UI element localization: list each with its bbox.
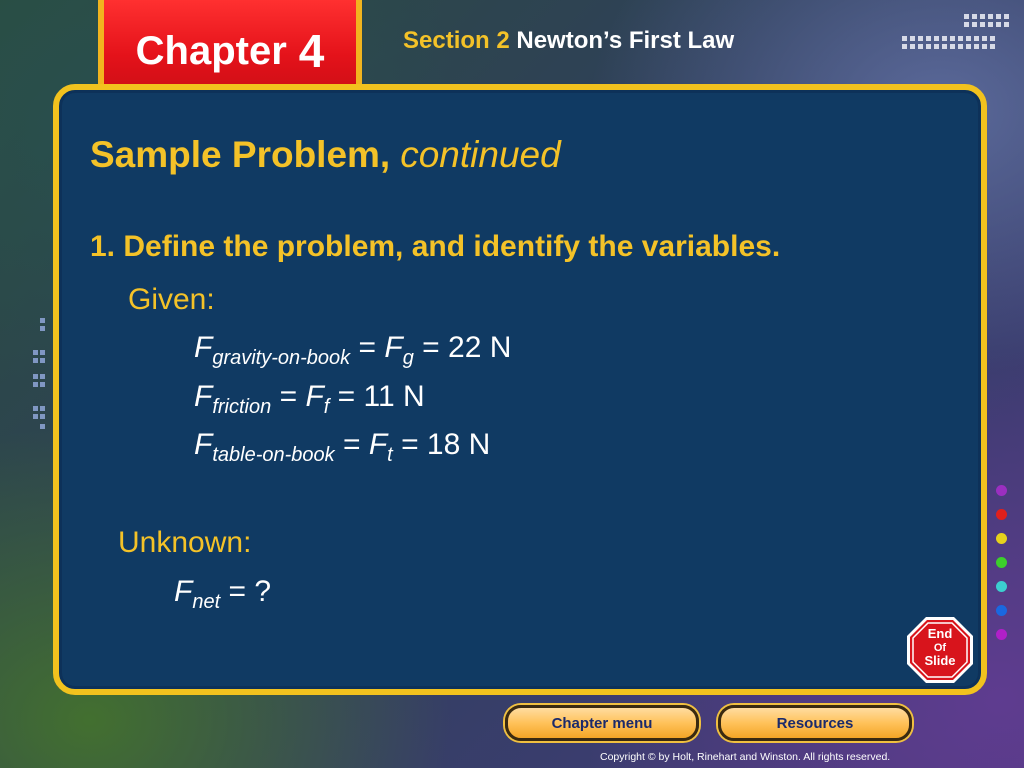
value: = 11 N [329,380,425,413]
subscript: net [192,591,221,613]
subscript: table-on-book [212,444,335,466]
subscript: t [387,444,393,466]
symbol: F [174,575,193,608]
subscript: f [323,396,330,418]
given-equation-1 [194,331,511,370]
symbol: F [368,428,388,461]
chapter-menu-button[interactable]: Chapter menu [505,705,699,741]
slide-title [90,134,561,176]
slide-label: Slide [924,653,956,668]
section-label: Section 2 [403,27,510,54]
value: = 22 N [413,331,512,364]
dot [996,605,1007,616]
step-heading: 1. Define the problem, and identify the variables. [90,230,781,263]
end-of-slide-button[interactable] [906,616,974,684]
pixel-decoration-top-right [902,14,1014,54]
unknown-label: Unknown: [118,526,252,559]
symbol: F [194,428,213,461]
of-label: Of [933,642,947,654]
chapter-label: Chapter [135,28,287,73]
copyright-text: Copyright © by Holt, Rinehart and Winston. All rights reserved. [600,751,891,763]
section-title: Newton’s First Law [516,27,735,54]
slide-title-main: Sample Problem, [90,134,391,175]
value: = 18 N [392,428,491,461]
dot [996,509,1007,520]
dot [996,485,1007,496]
value: = ? [220,575,272,608]
symbol: F [194,380,213,413]
subscript: gravity-on-book [212,347,351,369]
equals: = [350,331,385,364]
given-equation-2 [194,380,425,419]
equals: = [334,428,369,461]
symbol: F [194,331,213,364]
dot [996,629,1007,640]
unknown-equation [174,575,271,614]
given-label: Given: [128,283,215,316]
section-header [403,27,734,55]
end-label: End [927,626,953,641]
chapter-number: 4 [298,25,325,77]
resources-button[interactable]: Resources [718,705,912,741]
color-dots [996,485,1012,653]
equals: = [271,380,306,413]
slide-title-continued: continued [400,134,561,175]
pixel-decoration-left [33,318,47,430]
dot [996,581,1007,592]
subscript: friction [212,396,272,418]
symbol: F [384,331,403,364]
dot [996,557,1007,568]
given-equation-3 [194,428,490,467]
symbol: F [305,380,324,413]
dot [996,533,1007,544]
subscript: g [402,347,414,369]
